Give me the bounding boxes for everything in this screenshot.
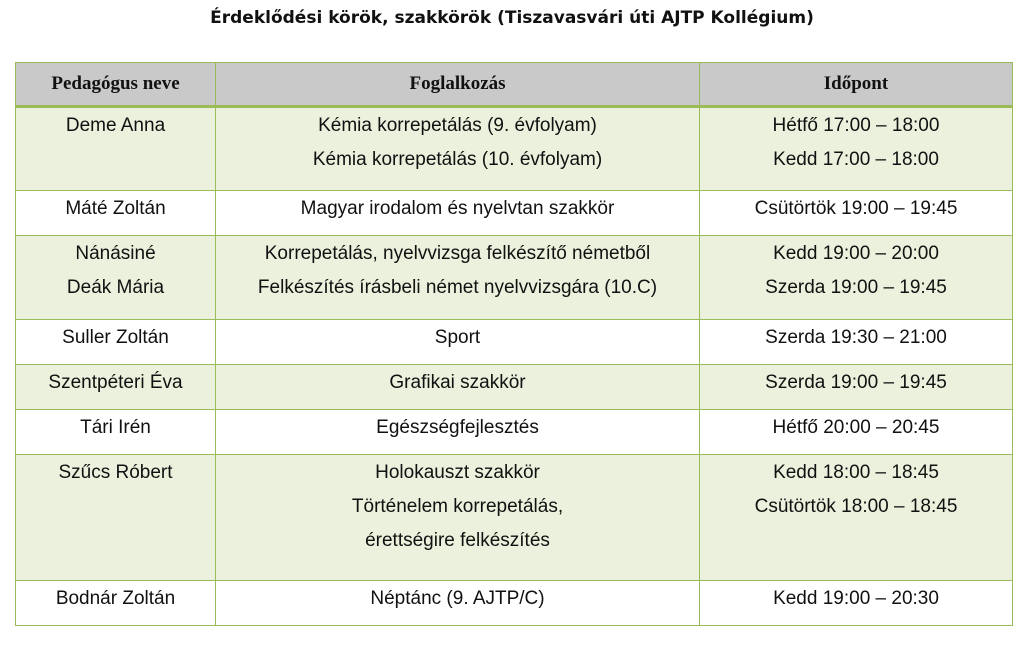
time-text: Kedd 19:00 – 20:00: [773, 243, 939, 264]
activity-cell: [216, 191, 700, 236]
header-activity: Foglalkozás: [216, 63, 700, 107]
time-cell: [700, 191, 1013, 236]
time-cell: [700, 365, 1013, 410]
teacher-name: Tári Irén: [80, 417, 151, 438]
table-row: [16, 191, 1013, 236]
teacher-name: Deme Anna: [65, 115, 166, 136]
table-row: [16, 107, 1013, 191]
teacher-name: Szűcs Róbert: [58, 462, 173, 483]
time-text: Kedd 17:00 – 18:00: [773, 149, 939, 170]
activity-cell: [216, 410, 700, 455]
table-row: [16, 365, 1013, 410]
time-cell: [700, 581, 1013, 626]
table-row: [16, 236, 1013, 320]
time-text: Csütörtök 19:00 – 19:45: [754, 198, 958, 219]
activity-text: Kémia korrepetálás (10. évfolyam): [312, 149, 603, 170]
table-row: [16, 455, 1013, 581]
activity-text: Grafikai szakkör: [389, 372, 526, 393]
teacher-name: Nánásiné: [75, 243, 156, 264]
activity-cell: [216, 365, 700, 410]
time-text: Csütörtök 18:00 – 18:45: [754, 496, 958, 517]
document-title: Érdeklődési körök, szakkörök (Tiszavasvári úti AJTP Kollégium): [210, 8, 814, 28]
time-text: Szerda 19:00 – 19:45: [765, 372, 947, 393]
activity-text: Felkészítés írásbeli német nyelvvizsgára (10.C): [257, 277, 658, 298]
time-cell: [700, 410, 1013, 455]
table-row: [16, 320, 1013, 365]
activity-text: Korrepetálás, nyelvvizsga felkészítő németből: [264, 243, 651, 264]
teacher-cell: [16, 581, 216, 626]
teacher-name: Szentpéteri Éva: [48, 372, 183, 393]
time-text: Kedd 18:00 – 18:45: [773, 462, 939, 483]
time-text: Hétfő 17:00 – 18:00: [772, 115, 940, 136]
activity-text: érettségire felkészítés: [365, 530, 550, 551]
activity-cell: [216, 107, 700, 191]
time-text: Hétfő 20:00 – 20:45: [772, 417, 940, 438]
teacher-name: Suller Zoltán: [62, 327, 169, 348]
activity-cell: [216, 236, 700, 320]
activity-text: Magyar irodalom és nyelvtan szakkör: [300, 198, 615, 219]
teacher-cell: [16, 320, 216, 365]
activity-text: Egészségfejlesztés: [376, 417, 539, 438]
teacher-cell: [16, 107, 216, 191]
teacher-cell: [16, 191, 216, 236]
time-text: Kedd 19:00 – 20:30: [773, 588, 939, 609]
table-row: [16, 410, 1013, 455]
time-text: Szerda 19:00 – 19:45: [765, 277, 947, 298]
header-time: Időpont: [700, 63, 1013, 107]
teacher-name: Bodnár Zoltán: [55, 588, 176, 609]
schedule-table: [15, 62, 1013, 626]
teacher-cell: [16, 410, 216, 455]
activity-cell: [216, 581, 700, 626]
activity-text: Kémia korrepetálás (9. évfolyam): [318, 115, 597, 136]
activity-text: Néptánc (9. AJTP/C): [370, 588, 545, 609]
table-row: [16, 581, 1013, 626]
activity-text: Történelem korrepetálás,: [351, 496, 564, 517]
activity-cell: [216, 320, 700, 365]
activity-cell: [216, 455, 700, 581]
time-cell: [700, 107, 1013, 191]
time-cell: [700, 236, 1013, 320]
teacher-name: Deák Mária: [66, 277, 165, 298]
time-cell: [700, 455, 1013, 581]
teacher-cell: [16, 236, 216, 320]
header-teacher: Pedagógus neve: [16, 63, 216, 107]
header-row: [16, 63, 1013, 107]
activity-text: Sport: [434, 327, 481, 348]
time-text: Szerda 19:30 – 21:00: [765, 327, 947, 348]
teacher-cell: [16, 365, 216, 410]
activity-text: Holokauszt szakkör: [375, 462, 540, 483]
teacher-name: Máté Zoltán: [65, 198, 166, 219]
teacher-cell: [16, 455, 216, 581]
time-cell: [700, 320, 1013, 365]
